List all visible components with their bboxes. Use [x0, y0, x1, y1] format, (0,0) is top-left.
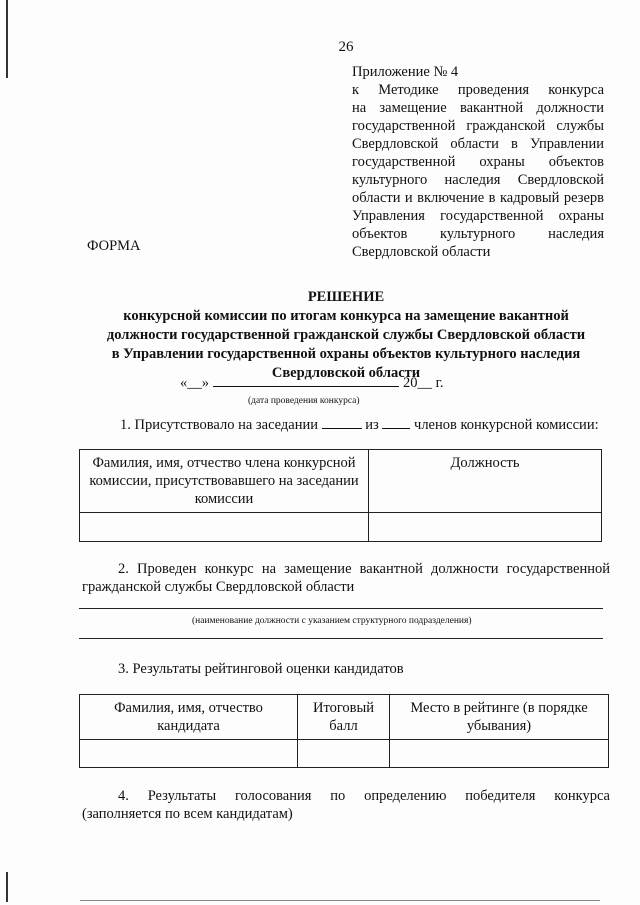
column-header: Должность: [369, 450, 602, 513]
appendix-line: области и включение в кадровый резерв: [352, 190, 604, 206]
position-name-caption: (наименование должности с указанием структурного подразделения): [192, 616, 472, 626]
appendix-line: государственной гражданской службы: [352, 118, 604, 134]
appendix-line: Свердловской области: [352, 244, 491, 260]
appendix-line: к Методике проведения конкурса: [352, 82, 604, 98]
table-cell: [390, 740, 609, 768]
date-caption: (дата проведения конкурса): [248, 396, 360, 406]
table-cell: [80, 513, 369, 542]
appendix-line: Приложение № 4: [352, 64, 459, 80]
appendix-line: культурного наследия Свердловской: [352, 172, 604, 188]
scan-mark: [6, 872, 8, 902]
commission-members-table: [79, 449, 602, 542]
scan-mark: [80, 900, 600, 901]
date-month-blank: [213, 374, 399, 387]
title-line: должности государственной гражданской службы Свердловской области: [106, 327, 586, 343]
appendix-line: объектов культурного наследия: [352, 226, 604, 242]
section-2-text: 2. Проведен конкурс на замещение вакантной должности государственной гражданской службы Свердловской области: [82, 561, 610, 595]
table-header-row: [80, 695, 609, 740]
present-count-blank: [322, 416, 362, 429]
column-header: Фамилия, имя, отчество члена конкурсной комиссии, присутствовавшего на заседании комиссии: [80, 450, 369, 513]
title-line: Свердловской области: [271, 365, 421, 381]
date-day: «__»: [180, 375, 209, 391]
table-cell: [80, 740, 298, 768]
column-header: Итоговый балл: [298, 695, 390, 740]
table-header-row: [80, 450, 602, 513]
appendix-line: на замещение вакантной должности: [352, 100, 604, 116]
title-line: в Управлении государственной охраны объектов культурного наследия: [111, 346, 581, 362]
column-header: Место в рейтинге (в порядке убывания): [390, 695, 609, 740]
total-count-blank: [382, 416, 410, 429]
title-heading: РЕШЕНИЕ: [307, 289, 385, 305]
table-row: [80, 740, 609, 768]
candidates-rating-table: [79, 694, 609, 768]
section-4-text: 4. Результаты голосования по определению победителя конкурса (заполняется по всем кандидатам): [82, 788, 610, 822]
title-line: конкурсной комиссии по итогам конкурса на замещение вакантной: [123, 308, 569, 324]
table-cell: [369, 513, 602, 542]
appendix-line: Управления государственной охраны: [352, 208, 604, 224]
column-header: Фамилия, имя, отчество кандидата: [80, 695, 298, 740]
form-label: ФОРМА: [87, 238, 141, 254]
position-name-rule-2: [79, 638, 603, 639]
document-title: [84, 288, 608, 383]
page-number: 26: [338, 39, 354, 55]
section-3-text: 3. Результаты рейтинговой оценки кандидатов: [118, 661, 404, 677]
table-row: [80, 513, 602, 542]
date-line: [180, 374, 510, 392]
date-year: 20__ г.: [403, 375, 444, 391]
appendix-line: государственной охраны объектов: [352, 154, 604, 170]
section-1-text: 1. Присутствовало на заседании из членов конкурсной комиссии:: [120, 417, 599, 433]
appendix-note: [352, 63, 604, 261]
position-name-rule: [79, 608, 603, 609]
table-cell: [298, 740, 390, 768]
appendix-line: Свердловской области в Управлении: [352, 136, 604, 152]
